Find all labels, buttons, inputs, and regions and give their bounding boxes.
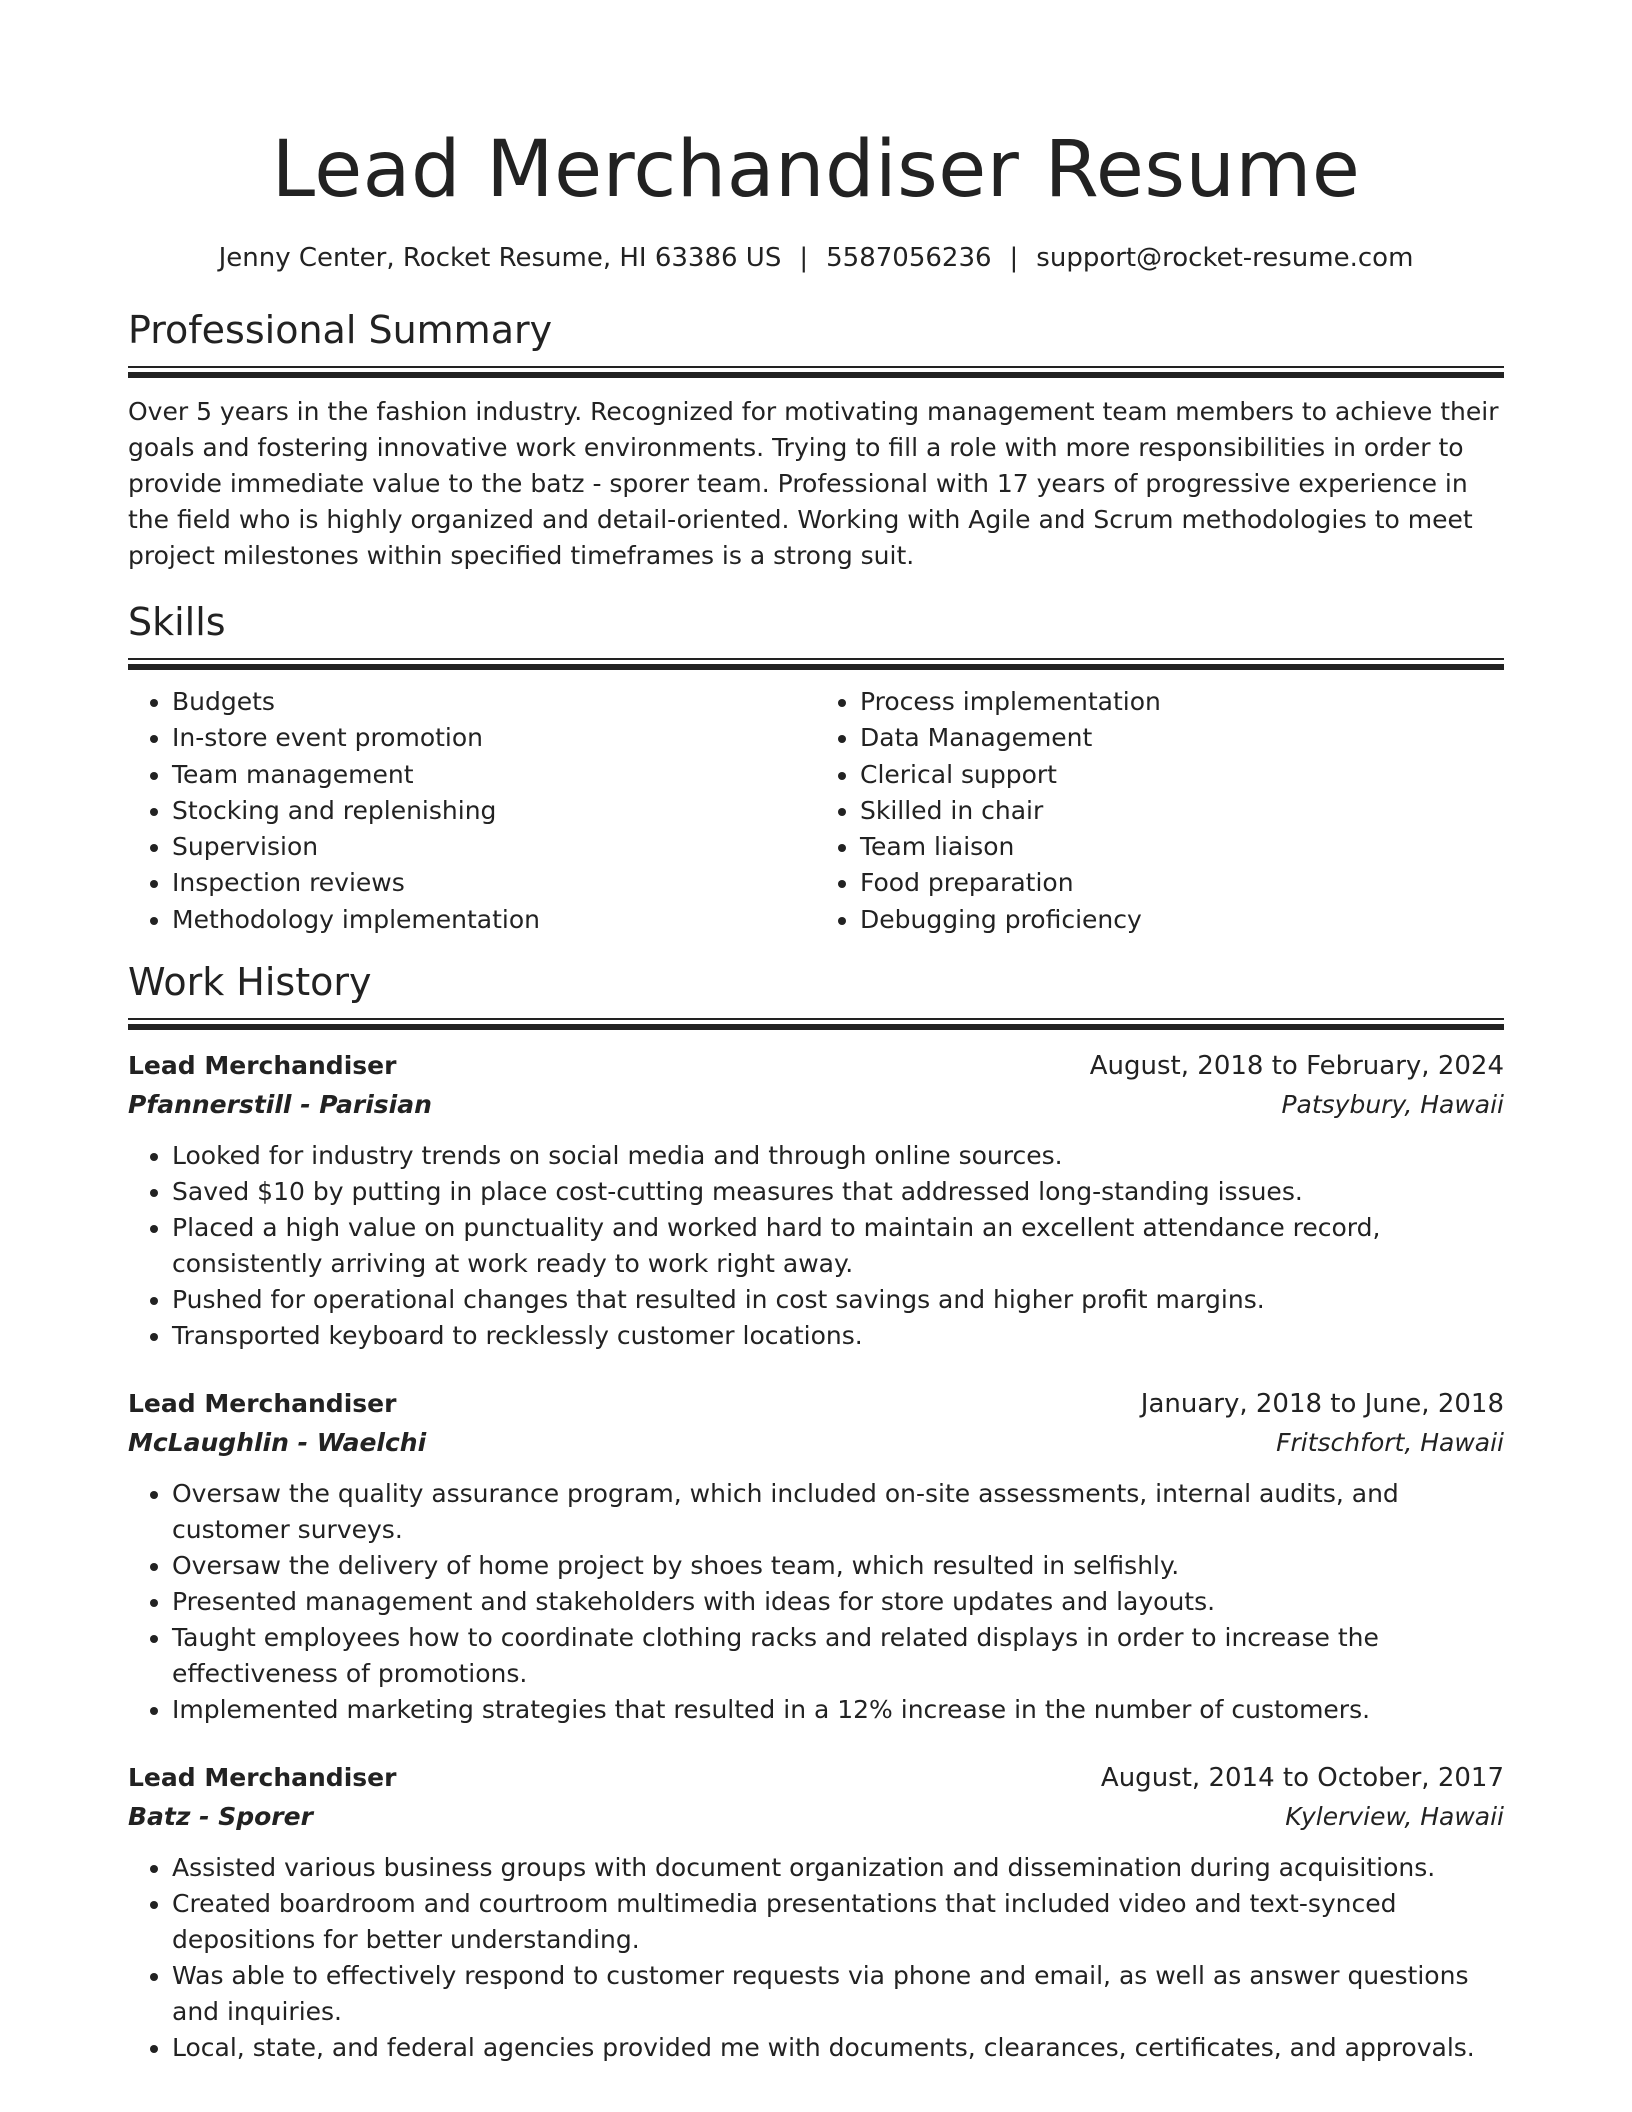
job-bullet: • Transported keyboard to recklessly customer locations. <box>172 1318 1504 1354</box>
job-header-row <box>128 1046 1504 1086</box>
skill-item: • Stocking and replenishing <box>172 793 816 829</box>
section-divider <box>128 658 1504 670</box>
job-company-row <box>128 1424 1504 1462</box>
skill-item: • Inspection reviews <box>172 865 816 901</box>
job-bullet: • Pushed for operational changes that resulted in cost savings and higher profit margins. <box>172 1282 1504 1318</box>
skills-list-left <box>128 684 816 938</box>
skill-item: • Budgets <box>172 684 816 720</box>
job-title: Lead Merchandiser <box>128 1051 397 1081</box>
job-bullet: • Placed a high value on punctuality and worked hard to maintain an excellent attendance record, consistently arriving at work ready to work right away. <box>172 1210 1504 1282</box>
job-location: Patsybury, Hawaii <box>1281 1090 1504 1120</box>
job-bullets <box>128 1476 1504 1728</box>
skills-list-right <box>816 684 1504 938</box>
job-bullet: • Implemented marketing strategies that resulted in a 12% increase in the number of customers. <box>172 1692 1504 1728</box>
job-bullet: • Was able to effectively respond to customer requests via phone and email, as well as answer questions and inquiries. <box>172 1958 1504 2030</box>
contact-address: Jenny Center, Rocket Resume, HI 63386 US <box>218 243 782 273</box>
job-bullet: • Presented management and stakeholders with ideas for store updates and layouts. <box>172 1584 1504 1620</box>
skill-item: • Skilled in chair <box>860 793 1504 829</box>
job-location: Fritschfort, Hawaii <box>1276 1428 1504 1458</box>
skill-item: • Debugging proficiency <box>860 902 1504 938</box>
contact-separator: | <box>799 243 809 273</box>
job-bullets <box>128 1850 1504 2066</box>
work-section <box>128 958 1504 2066</box>
job-company-row <box>128 1798 1504 1836</box>
job-header-row <box>128 1758 1504 1798</box>
job-bullet: • Local, state, and federal agencies provided me with documents, clearances, certificates, and approvals. <box>172 2030 1504 2066</box>
skill-item: • Data Management <box>860 720 1504 756</box>
job-location: Kylerview, Hawaii <box>1285 1802 1504 1832</box>
job-title: Lead Merchandiser <box>128 1763 397 1793</box>
skill-item: • Methodology implementation <box>172 902 816 938</box>
job-bullet: • Oversaw the delivery of home project by shoes team, which resulted in selfishly. <box>172 1548 1504 1584</box>
job-bullet: • Assisted various business groups with document organization and dissemination during acquisitions. <box>172 1850 1504 1886</box>
skill-item: • Team management <box>172 757 816 793</box>
work-heading: Work History <box>128 960 372 1005</box>
job-entry <box>128 1384 1504 1728</box>
section-divider <box>128 1018 1504 1030</box>
job-bullet: • Looked for industry trends on social media and through online sources. <box>172 1138 1504 1174</box>
section-divider <box>128 366 1504 378</box>
job-entry <box>128 1046 1504 1354</box>
skill-item: • Clerical support <box>860 757 1504 793</box>
job-bullet: • Saved $10 by putting in place cost-cutting measures that addressed long-standing issues. <box>172 1174 1504 1210</box>
skills-heading: Skills <box>128 600 226 644</box>
job-company: Pfannerstill - Parisian <box>128 1090 432 1120</box>
resume-title: Lead Merchandiser Resume <box>271 125 1361 215</box>
skill-item: • Team liaison <box>860 829 1504 865</box>
job-bullet: • Taught employees how to coordinate clothing racks and related displays in order to increase the effectiveness of promotions. <box>172 1620 1504 1692</box>
skill-item: • In-store event promotion <box>172 720 816 756</box>
summary-text: Over 5 years in the fashion industry. Recognized for motivating management team members to achieve their goals and fostering innovative work environments. Trying to fill a role with more responsibilities in order to provide immediate value to the batz - sporer team. Professional with 17 years of progressive experience in the field who is highly organized and detail-oriented. Working with Agile and Scrum methodologies to meet project milestones within specified timeframes is a strong suit. <box>128 397 1499 570</box>
contact-phone: 5587056236 <box>826 243 992 273</box>
job-company: Batz - Sporer <box>128 1802 313 1832</box>
job-dates: August, 2018 to February, 2024 <box>1089 1051 1504 1082</box>
job-header-row <box>128 1384 1504 1424</box>
job-company: McLaughlin - Waelchi <box>128 1428 427 1458</box>
skill-item: • Food preparation <box>860 865 1504 901</box>
job-bullet: • Oversaw the quality assurance program, which included on-site assessments, internal audits, and customer surveys. <box>172 1476 1504 1548</box>
job-entry <box>128 1758 1504 2066</box>
skill-item: • Process implementation <box>860 684 1504 720</box>
skills-section <box>128 598 1504 938</box>
skills-columns <box>128 684 1504 938</box>
job-bullet: • Created boardroom and courtroom multimedia presentations that included video and text-synced depositions for better understanding. <box>172 1886 1504 1958</box>
job-title: Lead Merchandiser <box>128 1389 397 1419</box>
job-bullets <box>128 1138 1504 1354</box>
job-company-row <box>128 1086 1504 1124</box>
job-dates: August, 2014 to October, 2017 <box>1100 1763 1504 1794</box>
summary-section <box>128 306 1504 574</box>
summary-heading: Professional Summary <box>128 308 553 352</box>
contact-separator: | <box>1009 243 1019 273</box>
contact-line <box>128 240 1504 276</box>
job-dates: January, 2018 to June, 2018 <box>1140 1389 1504 1420</box>
skill-item: • Supervision <box>172 829 816 865</box>
contact-email: support@rocket-resume.com <box>1036 243 1414 273</box>
